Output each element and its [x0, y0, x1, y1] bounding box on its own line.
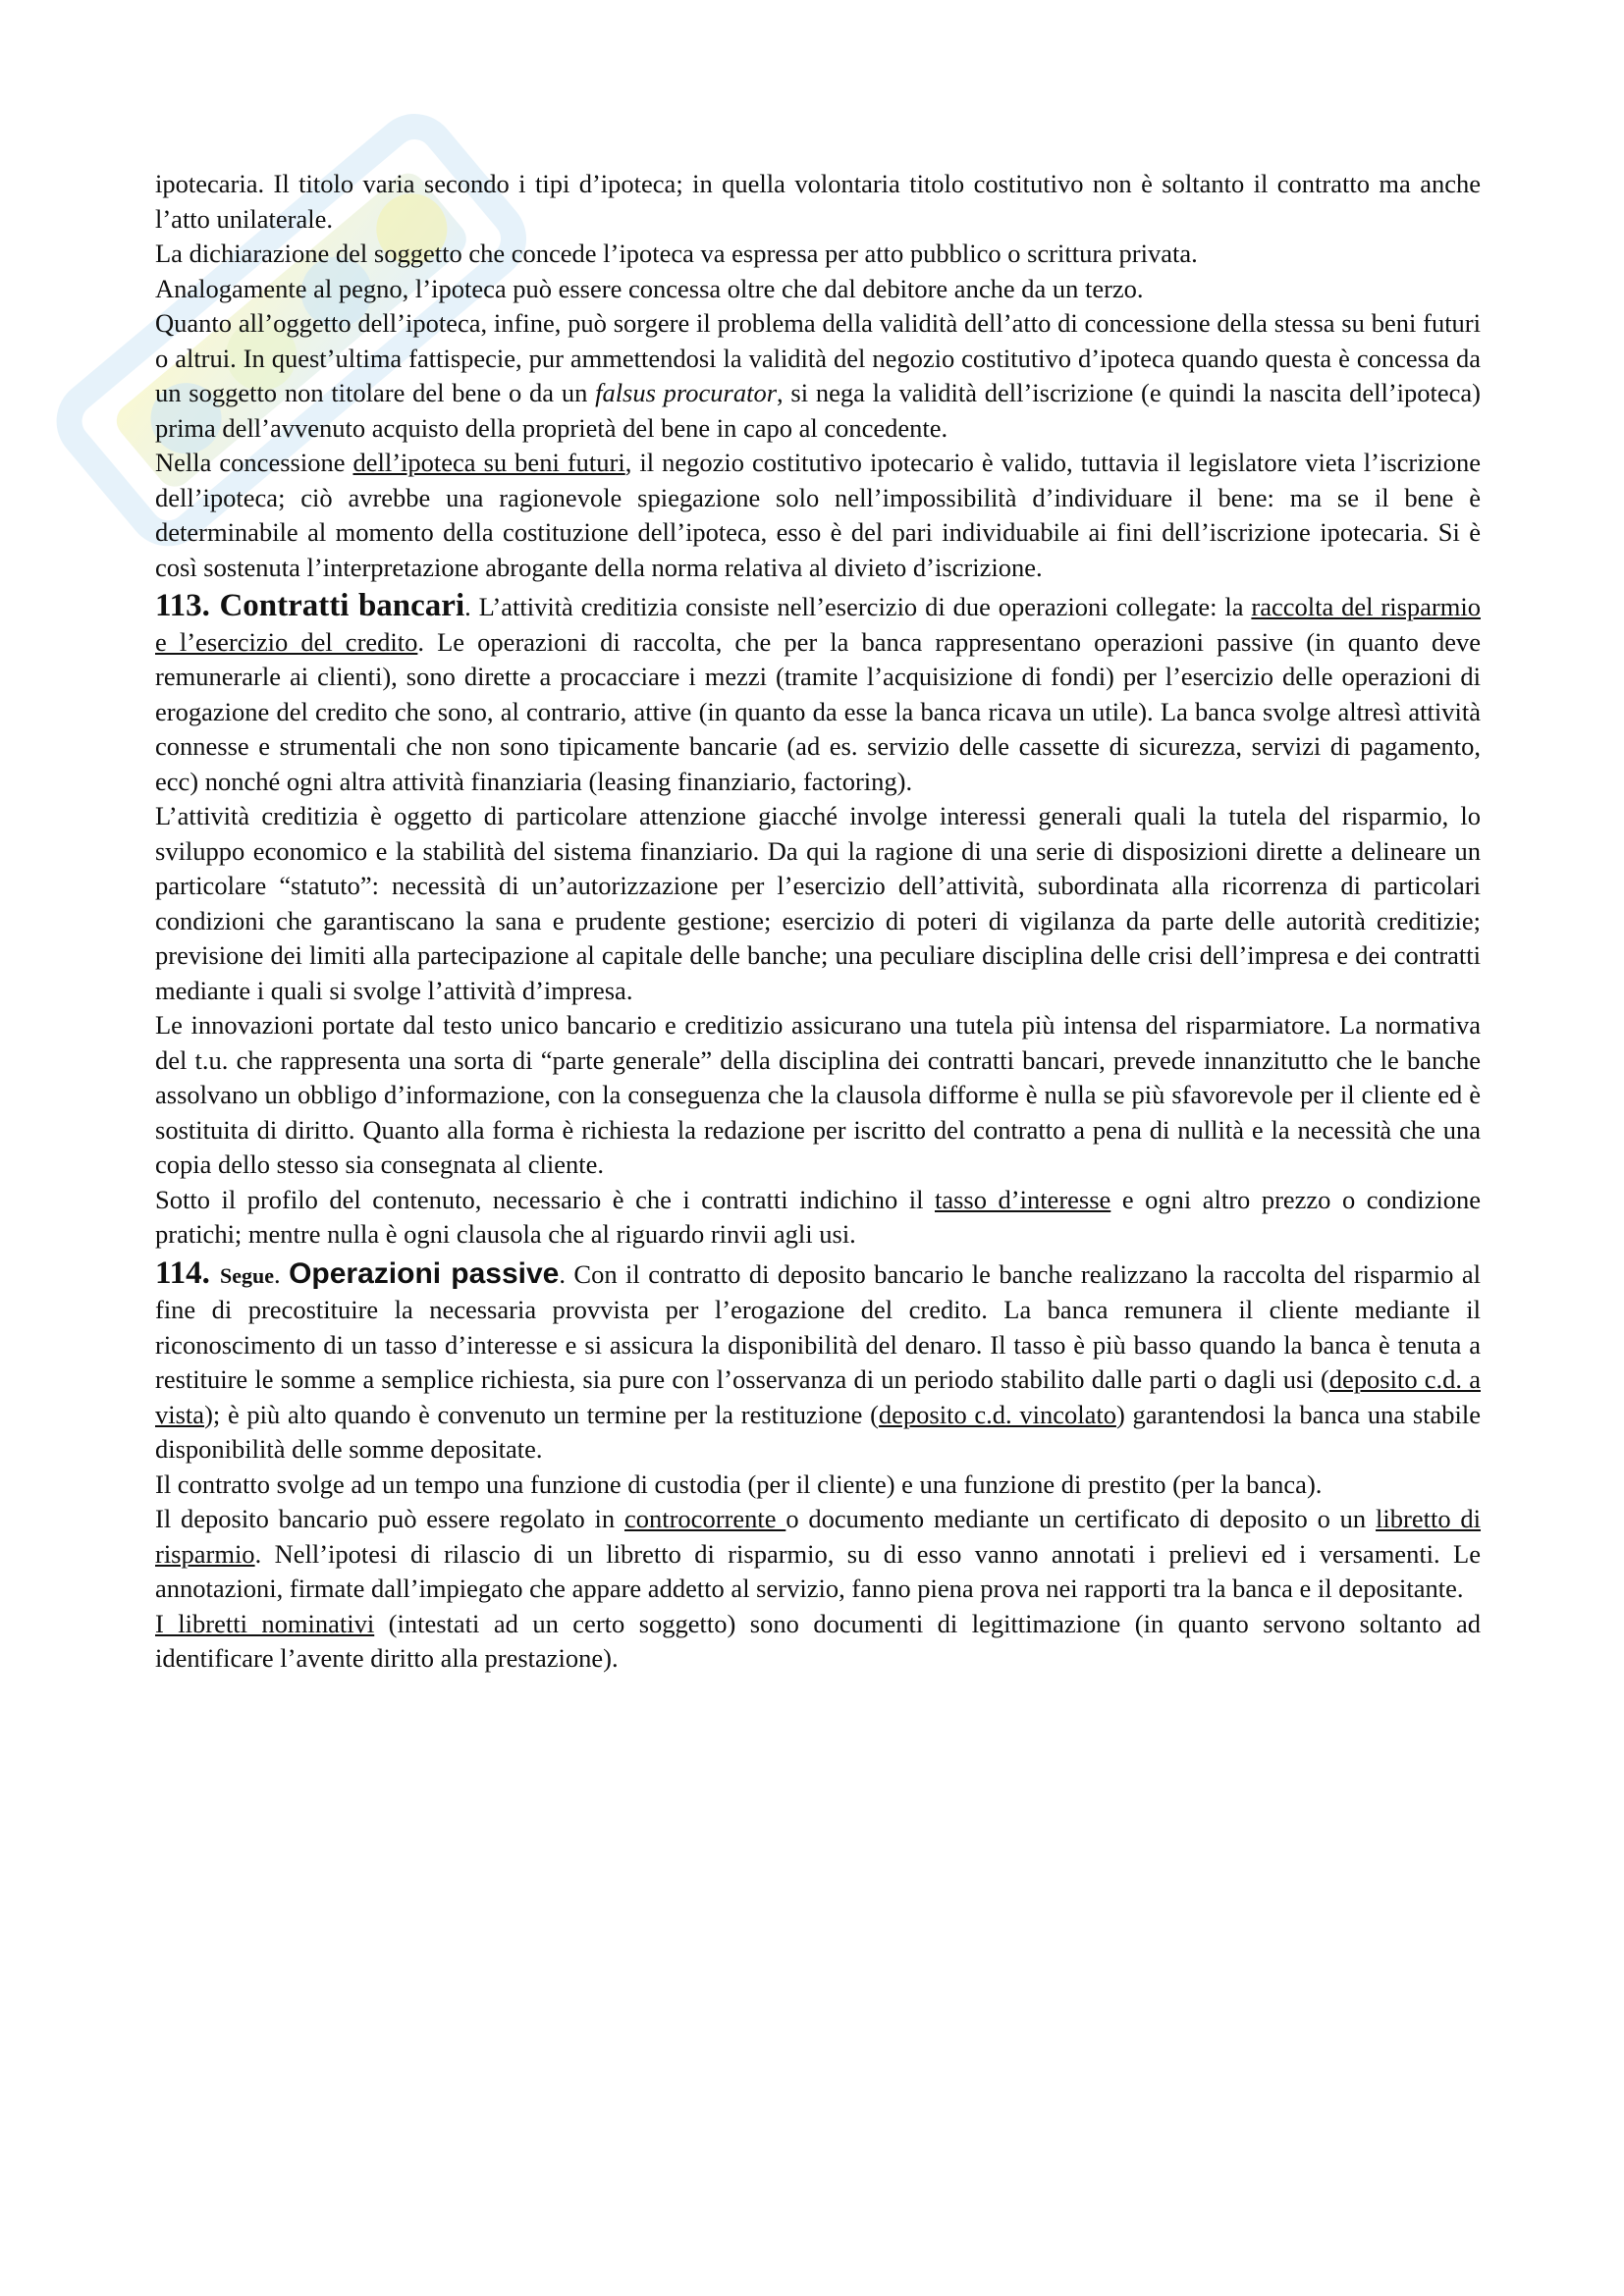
underlined-term: dell’ipoteca su beni futuri [352, 448, 625, 477]
paragraph: Analogamente al pegno, l’ipoteca può essere concessa oltre che dal debitore anche da un terzo. [155, 273, 1144, 303]
underlined-term: I libretti nominativi [155, 1608, 375, 1638]
section-113: 113. Contratti bancari. L’attività creditizia consiste nell’esercizio di due operazioni collegate: la raccolta del risparmio e l’esercizio del credito. Le operazioni di raccolta, che per la banca rappresentano operazioni passive (in quanto deve remunerarle ai clienti), sono dirette a procacciare i mezzi (tramite l’acquisizione di fondi) per l’esercizio delle operazioni di erogazione del credito che sono, al contrario, attive (in quanto da esse la banca ricava un utile). La banca svolge altresì attività connesse e strumentali che non sono tipicamente bancarie (ad es. servizio delle cassette di sicurezza, servizi di pagamento, ecc) nonché ogni altra attività finanziaria (leasing finanziario, factoring). [155, 588, 1481, 796]
italic-term: falsus procurator [595, 378, 778, 407]
underlined-term: deposito c.d. vincolato [878, 1399, 1116, 1429]
paragraph: Le innovazioni portate dal testo unico bancario e creditizio assicurano una tutela più intensa del risparmiatore. La normativa del t.u. che rappresenta una sorta di “parte generale” della disciplina dei contratti bancari, prevede innanzitutto che le banche assolvano un obbligo d’informazione, con la conseguenza che la clausola difforme è nulla se più sfavorevole per il cliente ed è sostituita di diritto. Quanto alla forma è richiesta la redazione per iscritto del contratto a pena di nullità e la necessità che una copia dello stesso sia consegnata al cliente. [155, 1010, 1481, 1179]
section-segue: Segue [220, 1262, 274, 1288]
paragraph: Sotto il profilo del contenuto, necessario è che i contratti indichino il tasso d’interesse e ogni altro prezzo o condizione pratichi; mentre nulla è ogni clausola che al riguardo rinvii agli usi. [155, 1184, 1481, 1249]
paragraph: Il deposito bancario può essere regolato in controcorrente o documento mediante un certificato di deposito o un libretto di risparmio. Nell’ipotesi di rilascio di un libretto di risparmio, su di esso vanno annotati i prelievi ed i versamenti. Le annotazioni, firmate dall’impiegato che appare addetto al servizio, fanno piena prova nei rapporti tra la banca e il depositante. [155, 1504, 1482, 1603]
section-number: 114. [155, 1255, 220, 1291]
underlined-term: raccolta del risparmio e l’esercizio del credito [155, 592, 1481, 657]
underlined-term: deposito c.d. a vista [155, 1364, 1481, 1429]
section-114: 114. Segue. Operazioni passive. Con il contratto di deposito bancario le banche realizzano la raccolta del risparmio al fine di precostituire la necessaria provvista per l’erogazione del credito. La banca remunera il cliente mediante il riconoscimento di un tasso d’interesse e si assicura la disponibilità del denaro. Il tasso è più basso quando la banca è tenuta a restituire le somme a semplice richiesta, sia pure con l’osservanza di un periodo stabilito dalle parti o dagli usi (deposito c.d. a vista); è più alto quando è convenuto un termine per la restituzione (deposito c.d. vincolato) garantendosi la banca una stabile disponibilità delle somme depositate. [155, 1255, 1481, 1464]
paragraph: Il contratto svolge ad un tempo una funzione di custodia (per il cliente) e una funzione di prestito (per la banca). [155, 1468, 1323, 1499]
underlined-term: controcorrente [623, 1504, 786, 1533]
section-heading: Operazioni passive [289, 1256, 560, 1290]
document-page [155, 167, 1481, 1677]
paragraph: I libretti nominativi (intestati ad un certo soggetto) sono documenti di legittimazione (in quanto servono soltanto ad identificare l’avente diritto alla prestazione). [155, 1608, 1481, 1673]
paragraph: Nella concessione dell’ipoteca su beni futuri, il negozio costitutivo ipotecario è valido, tuttavia il legislatore vieta l’iscrizione dell’ipoteca; ciò avrebbe una ragionevole spiegazione solo nell’impossibilità d’individuare il bene: ma se il bene è determinabile al momento della costituzione dell’ipoteca, esso è del pari individuabile ai fini dell’iscrizione ipotecaria. Si è così sostenuta l’interpretazione abrogante della norma relativa al divieto d’iscrizione. [155, 448, 1481, 582]
paragraph: Quanto all’oggetto dell’ipoteca, infine, può sorgere il problema della validità dell’atto di concessione della stessa su beni futuri o altrui. In quest’ultima fattispecie, pur ammettendosi la validità del negozio costitutivo d’ipoteca quando questa è concessa da un soggetto non titolare del bene o da un falsus procurator, si nega la validità dell’iscrizione (e quindi la nascita dell’ipoteca) prima dell’avvenuto acquisto della proprietà del bene in capo al concedente. [155, 308, 1481, 443]
paragraph: La dichiarazione del soggetto che concede l’ipoteca va espressa per atto pubblico o scrittura privata. [155, 239, 1198, 268]
underlined-term: libretto di risparmio [155, 1504, 1482, 1569]
underlined-term: tasso d’interesse [934, 1184, 1111, 1214]
paragraph: L’attività creditizia è oggetto di particolare attenzione giacché involge interessi generali quali la tutela del risparmio, lo sviluppo economico e la stabilità del sistema finanziario. Da qui la ragione di una serie di disposizioni dirette a delineare un particolare “statuto”: necessità di un’autorizzazione per l’esercizio dell’attività, subordinata alla ricorrenza di particolari condizioni che garantiscano la sana e prudente gestione; esercizio di poteri di vigilanza da parte delle autorità creditizie; previsione dei limiti alla partecipazione al capitale delle banche; una peculiare disciplina delle crisi dell’impresa e dei contratti mediante i quali si svolge l’attività d’impresa. [155, 801, 1481, 1005]
paragraph: ipotecaria. Il titolo varia secondo i tipi d’ipoteca; in quella volontaria titolo costitutivo non è soltanto il contratto ma anche l’atto unilaterale. [155, 169, 1481, 234]
section-heading: 113. Contratti bancari [155, 588, 465, 623]
